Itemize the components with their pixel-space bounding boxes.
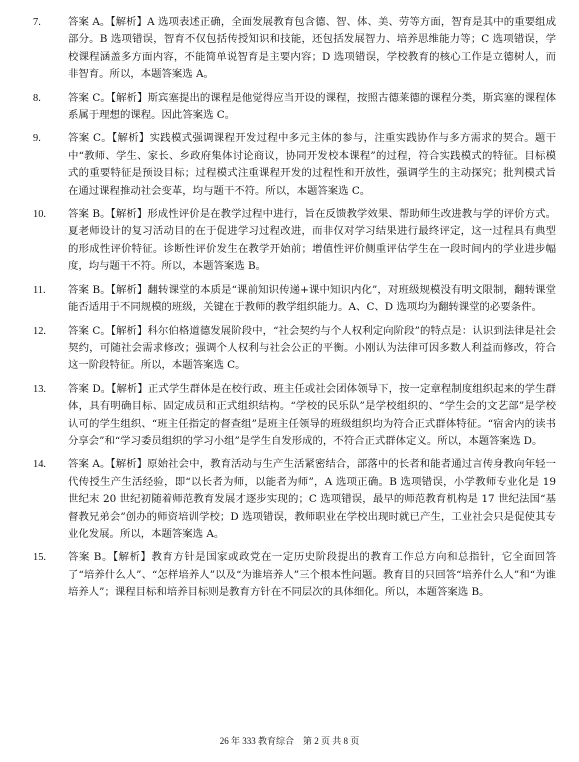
- item-text: 答案 C。【解析】科尔伯格道德发展阶段中，“社会契约与个人权利定向阶段”的特点是：认识到法律是社会契约，可随社会需求修改；强调个人权利与社会公正的平衡。小刚认为法律可因多数人利益而修改，符合这一阶段特征。所以，本题答案选 C。: [68, 324, 556, 372]
- item-number: 11.: [33, 284, 46, 296]
- answer-item: [0, 456, 579, 543]
- item-number: 15.: [33, 552, 46, 564]
- item-text: 答案 D。【解析】正式学生群体是在校行政、班主任或社会团体领导下，按一定章程制度组织起来的学生群体，具有明确目标、固定成员和正式组织结构。“学校的民乐队”是学校组织的、“学生会的文艺部”是学校认可的学生组织、“班主任指定的督查组”是班主任领导的班级组织均为符合正式群体特征。“宿舍内的读书分享会”和“学习委员组织的学习小组”是学生自发形成的，不符合正式群体定义。所以，本题答案选 D。: [68, 382, 556, 447]
- item-text: 答案 C。【解析】实践模式强调课程开发过程中多元主体的参与，注重实践协作与多方需求的契合。题干中“教师、学生、家长、乡政府集体讨论商议，协同开发校本课程”的过程，符合实践模式的特征。目标模式的重要特征是预设目标；过程模式注重课程开发的过程性和开放性，强调学生的主动探究；批判模式旨在通过课程推动社会变革，均与题干不符。所以，本题答案选 C。: [68, 132, 556, 197]
- item-text: 答案 A。【解析】A 选项表述正确，全面发展教育包含德、智、体、美、劳等方面，智育是其中的重要组成部分。B 选项错误，智育不仅包括传授知识和技能，还包括发展智力、培养思维能力等；C 选项错误，学校课程涵盖多方面内容，不能简单说智育是主要内容；D 选项错误，学校教育的核心工作是立德树人，而非智育。所以，本题答案选 A。: [68, 16, 556, 81]
- item-number: 9.: [33, 133, 41, 145]
- answer-item: [0, 549, 579, 601]
- page-footer: 26 年 333 教育综合 第 2 页 共 8 页: [219, 736, 360, 746]
- answer-item: [0, 206, 579, 276]
- answer-item: [0, 90, 579, 125]
- item-number: 7.: [33, 17, 41, 28]
- item-number: 12.: [33, 325, 46, 337]
- item-number: 10.: [33, 209, 46, 221]
- item-text: 答案 A。【解析】原始社会中，教育活动与生产生活紧密结合，部落中的长者和能者通过言传身教向年轻一代传授生产生活经验，即“以长者为师，以能者为师”，A 选项正确。B 选项错误，小学教师专业化是 19 世纪末 20 世纪初随着师范教育发展才逐步实现的；C 选项错误，最早的师范教育机构是 17 世纪法国“基督教兄弟会”创办的师资培训学校；D 选项错误，教师职业在学校出现时就已产生，工业社会只是促使其专业化发展。所以，本题答案选 A。: [68, 458, 556, 540]
- answer-item: [0, 130, 579, 200]
- answer-list: [0, 14, 579, 608]
- answer-item: [0, 14, 579, 84]
- item-text: 答案 B。【解析】翻转课堂的本质是“课前知识传递+课中知识内化”，对班级规模没有明文限制，翻转课堂能否适用于不同规模的班级，关键在于教师的教学组织能力。A、C、D 选项均为翻转课堂的必要条件。: [68, 283, 556, 314]
- item-number: 14.: [33, 459, 46, 471]
- item-number: 8.: [33, 92, 41, 104]
- answer-item: [0, 381, 579, 451]
- answer-item: [0, 323, 579, 375]
- answer-item: [0, 282, 579, 317]
- item-number: 13.: [33, 383, 46, 395]
- item-text: 答案 B。【解析】形成性评价是在教学过程中进行，旨在反馈教学效果、帮助师生改进教与学的评价方式。夏老师设计的复习活动目的在于促进学习过程改进，而非仅对学习结果进行最终评定，这一过程具有典型的形成性评价特征。诊断性评价发生在教学开始前；增值性评价侧重评估学生在一段时间内的学业进步幅度，均与题干不符。所以，本题答案选 B。: [68, 208, 556, 273]
- item-text: 答案 C。【解析】斯宾塞提出的课程是他觉得应当开设的课程，按照古德莱德的课程分类，斯宾塞的课程体系属于理想的课程。因此答案选 C。: [68, 91, 556, 122]
- item-text: 答案 B。【解析】教育方针是国家或政党在一定历史阶段提出的教育工作总方向和总指针，它全面回答了“培养什么人”、“怎样培养人”以及“为谁培养人”三个根本性问题。教育目的只回答“培养什么人”和“为谁培养人”；课程目标和培养目标则是教育方针在不同层次的具体细化。所以，本题答案选 B。: [68, 551, 556, 599]
